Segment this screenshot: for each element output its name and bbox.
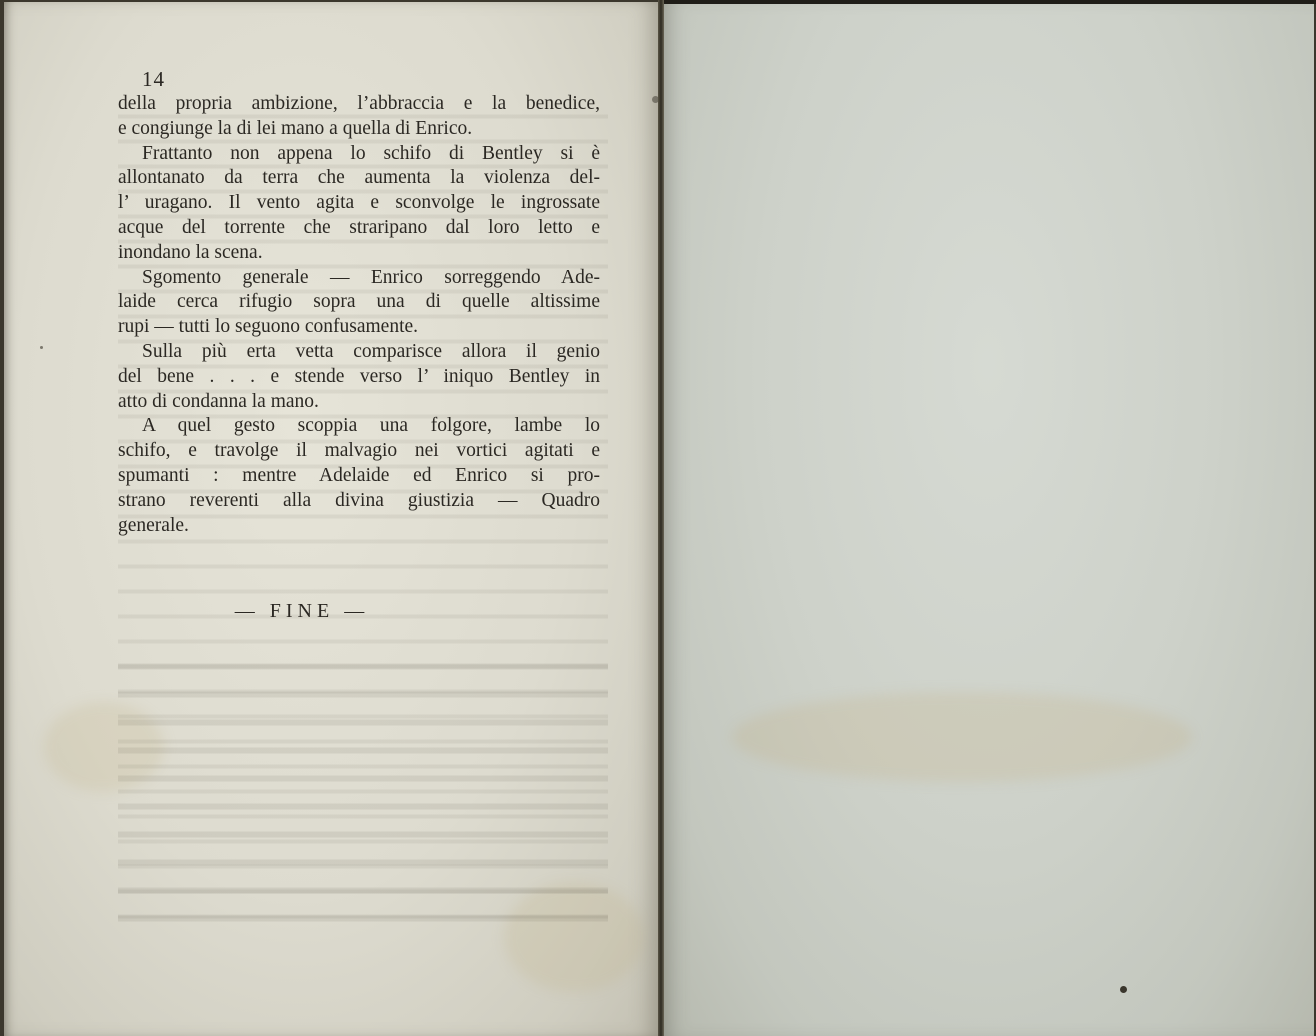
text-line: inondano la scena. (118, 241, 263, 263)
paper-speck (40, 346, 43, 349)
text-line: e congiunge la di lei mano a quella di Enrico. (118, 117, 473, 139)
text-line: A quel gesto scoppia una folgore, lambe lo (142, 415, 600, 437)
text-line: atto di condanna la mano. (118, 390, 319, 412)
right-page (662, 2, 1314, 1036)
text-line: strano reverenti alla divina giustizia — Quadro (118, 489, 600, 511)
paper-stain (732, 692, 1192, 782)
text-line: della propria ambizione, l’abbraccia e la benedice, (118, 93, 600, 114)
paper-speck (1120, 986, 1127, 993)
page-number: 14 (142, 67, 165, 91)
text-line: rupi — tutti lo seguono confusamente. (118, 316, 419, 338)
show-through-text (118, 650, 608, 930)
text-line: Frattanto non appena lo schifo di Bentley si è (142, 142, 600, 164)
text-line: Sulla più erta vetta comparisce allora il genio (142, 340, 600, 362)
page-text (118, 66, 600, 538)
fine-label: — FINE — (234, 600, 370, 622)
closing-mark (4, 600, 660, 623)
book-gutter (658, 0, 664, 1036)
text-line: allontanato da terra che aumenta la violenza del- (118, 167, 600, 189)
text-line: acque del torrente che straripano dal loro letto e (118, 216, 600, 238)
text-line: laide cerca rifugio sopra una di quelle altissime (118, 291, 600, 313)
text-line: generale. (118, 514, 189, 536)
text-line: l’ uragano. Il vento agita e sconvolge le ingrossate (118, 192, 600, 214)
text-lines (118, 92, 600, 538)
text-line: Sgomento generale — Enrico sorreggendo Ade- (142, 266, 600, 288)
text-line: schifo, e travolge il malvagio nei vortici agitati e (118, 440, 600, 462)
text-line: del bene . . . e stende verso l’ iniquo Bentley in (118, 365, 600, 387)
page-top-edge (662, 0, 1316, 4)
text-line: spumanti : mentre Adelaide ed Enrico si pro- (118, 464, 600, 486)
